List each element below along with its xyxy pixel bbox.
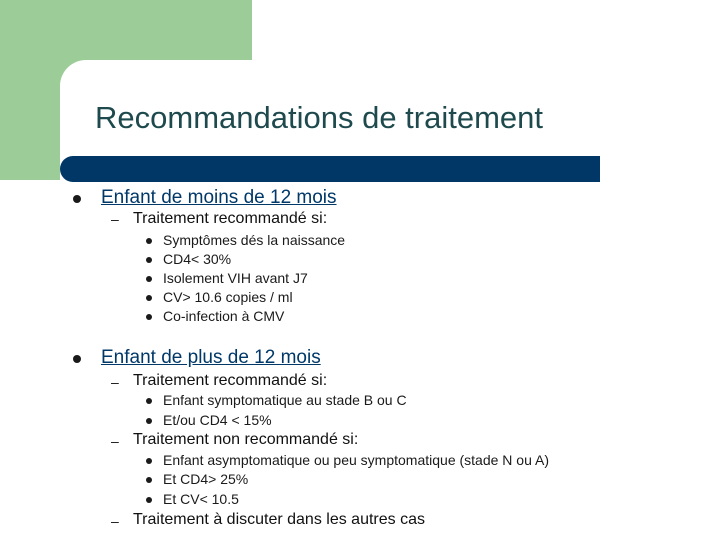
list-item: Enfant asymptomatique ou peu symptomatique (stade N ou A): [163, 452, 549, 468]
bullet-icon: [146, 458, 152, 464]
bullet-icon: [146, 295, 152, 301]
section2-subheading-not-recommended: Traitement non recommandé si:: [133, 431, 359, 448]
bullet-icon: [146, 276, 152, 282]
bullet-icon: [146, 238, 152, 244]
list-item: Symptômes dés la naissance: [163, 232, 346, 248]
bullet-icon: [146, 314, 152, 320]
section1-subheading: Traitement recommandé si:: [133, 210, 328, 227]
bullet-icon: [146, 497, 152, 503]
dash-icon: –: [111, 211, 119, 227]
section2-subheading-discuss: Traitement à discuter dans les autres cas: [133, 511, 425, 528]
bullet-icon: [73, 355, 81, 363]
bullet-icon: [146, 398, 152, 404]
slide-title: Recommandations de traitement: [95, 100, 544, 135]
list-item: Et CV< 10.5: [163, 491, 239, 507]
bullet-icon: [146, 257, 152, 263]
list-item: Co-infection à CMV: [163, 308, 285, 324]
bullet-icon: [146, 418, 152, 424]
dash-icon: –: [111, 433, 119, 449]
bullet-icon: [146, 477, 152, 483]
dash-icon: –: [111, 513, 119, 529]
list-item: Et CD4> 25%: [163, 471, 249, 487]
section2-heading: Enfant de plus de 12 mois: [101, 347, 321, 368]
section2-subheading-recommended: Traitement recommandé si:: [133, 372, 328, 389]
section1-heading: Enfant de moins de 12 mois: [101, 187, 337, 208]
bullet-icon: [73, 195, 81, 203]
list-item: Enfant symptomatique au stade B ou C: [163, 392, 407, 408]
list-item: Isolement VIH avant J7: [163, 270, 308, 286]
list-item: CD4< 30%: [163, 251, 232, 267]
dash-icon: –: [111, 374, 119, 390]
list-item: Et/ou CD4 < 15%: [163, 412, 272, 428]
list-item: CV> 10.6 copies / ml: [163, 289, 293, 305]
